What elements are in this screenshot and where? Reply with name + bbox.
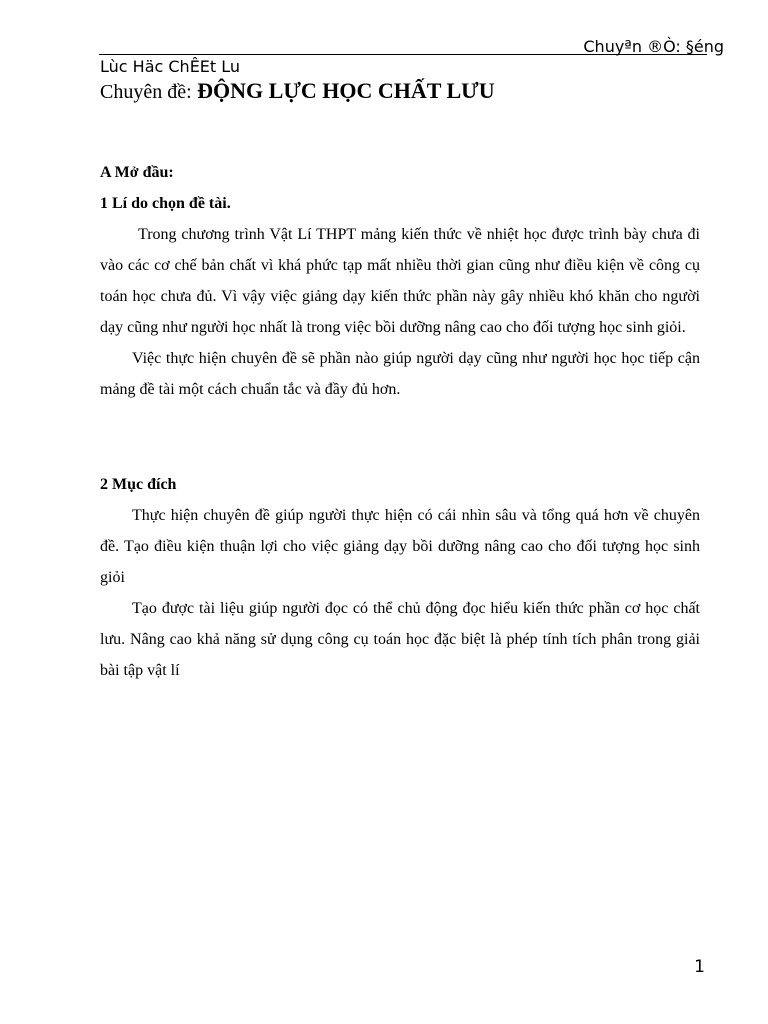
purpose-section — [100, 469, 700, 686]
purpose-paragraph-1: Thực hiện chuyên đề giúp người thực hiện có cái nhìn sâu và tổng quá hơn về chuyên đề. Tạo điều kiện thuận lợi cho việc giảng dạy bồi dưỡng nâng cao cho đối tượng học sinh giỏi — [100, 507, 700, 586]
title-prefix: Chuyên đề: — [100, 81, 192, 103]
running-subheader: Lùc Häc ChÊEt Lu — [100, 57, 241, 76]
reason-heading: 1 Lí do chọn đề tài. — [100, 195, 231, 212]
document-title — [100, 78, 495, 104]
header-divider — [99, 54, 707, 55]
reason-section — [100, 157, 700, 405]
intro-heading: A Mở đầu: — [100, 164, 174, 181]
page-number: 1 — [694, 957, 705, 977]
reason-paragraph-1: Trong chương trình Vật Lí THPT mảng kiến thức về nhiệt học được trình bày chưa đi vào các cơ chế bản chất vì khá phức tạp mất nhiều thời gian cũng như điều kiện về công cụ toán học chưa đủ. Vì vậy việc giảng dạy kiến thức phần này gây nhiều khó khăn cho người dạy cũng như người học nhất là trong việc bồi dưỡng nâng cao cho đối tượng học sinh giỏi. — [100, 226, 700, 336]
reason-paragraph-2: Việc thực hiện chuyên đề sẽ phần nào giúp người dạy cũng như người học học tiếp cận mảng đề tài một cách chuẩn tắc và đầy đủ hơn. — [100, 350, 700, 398]
purpose-heading: 2 Mục đích — [100, 476, 177, 493]
purpose-paragraph-2: Tạo được tài liệu giúp người đọc có thể chủ động đọc hiểu kiến thức phần cơ học chất lưu. Nâng cao khả năng sử dụng công cụ toán học đặc biệt là phép tính tích phân trong giải bài tập vật lí — [100, 600, 700, 679]
title-main: ĐỘNG LỰC HỌC CHẤT LƯU — [197, 78, 495, 103]
running-header: Chuyªn ®Ò: §éng — [583, 37, 724, 56]
